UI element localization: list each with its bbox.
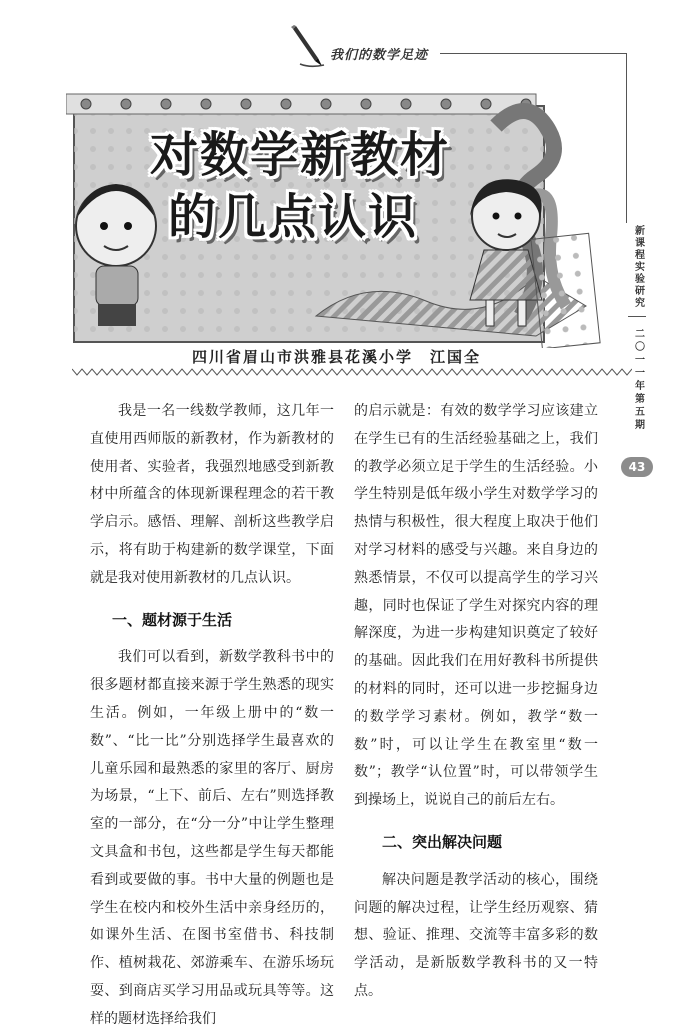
left-column bbox=[90, 398, 334, 1034]
right-column bbox=[354, 398, 598, 1006]
issue-label: 二〇一一年第五期 bbox=[635, 329, 645, 431]
zigzag-divider bbox=[72, 366, 632, 380]
pen-icon bbox=[288, 24, 328, 68]
journal-name: 新课程实验研究 bbox=[635, 226, 645, 309]
article-title-line-2: 的几点认识 bbox=[168, 189, 419, 245]
paragraph-1-continued: 的启示就是：有效的数学学习应该建立在学生已有的生活经验基础之上，我们的教学必须立足于学生的生活经验。小学生特别是低年级小学生对数学学习的热情与积极性，很大程度上取决于他们对学习材料的感受与兴趣。来自身边的熟悉情景，不仅可以提高学生的学习兴趣，同时也保证了学生对探究内容的理解深度，为进一步构建知识奠定了较好的基础。因此我们在用好教科书所提供的材料的同时，还可以进一步挖掘身边的数学学习素材。例如，教学“数一数”时，可以让学生在教室里“数一数”；教学“认位置”时，可以带领学生到操场上，说说自己的前后左右。 bbox=[354, 403, 598, 809]
section-title: 我们的数学足迹 bbox=[330, 48, 429, 63]
intro-paragraph: 我是一名一线数学教师，这几年一直使用西师版的新教材，作为新教材的使用者、实验者，我强烈地感受到新教材中所蕴含的体现新课程理念的若干教学启示。感悟、理解、剖析这些教学启示，将有助于构建新的数学课堂，下面就是我对使用新教材的几点认识。 bbox=[90, 403, 334, 586]
paragraph-2: 解决问题是教学活动的核心，围绕问题的解决过程，让学生经历观察、猜想、验证、推理、交流等丰富多彩的数学活动，是新版数学教科书的又一特点。 bbox=[354, 871, 598, 999]
article-title-line-1: 对数学新教材 bbox=[150, 127, 451, 183]
header-divider bbox=[440, 53, 626, 54]
page-number-badge: 43 bbox=[621, 457, 653, 477]
author-line: 四川省眉山市洪雅县花溪小学 江国全 bbox=[192, 348, 482, 366]
side-divider bbox=[628, 316, 646, 317]
section-heading-1: 一、题材源于生活 bbox=[112, 610, 233, 629]
header-vertical-divider bbox=[626, 53, 627, 223]
section-heading-2: 二、突出解决问题 bbox=[382, 832, 503, 851]
paragraph-1: 我们可以看到，新数学教科书中的很多题材都直接来源于学生熟悉的现实生活。例如，一年级上册中的“数一数”、“比一比”分别选择学生最喜欢的儿童乐园和最熟悉的家里的客厅、厨房为场景，“上下、前后、左右”则选择教室的一部分，在“分一分”中让学生整理文具盒和书包，这些都是学生每天都能看到或要做的事。书中大量的例题也是学生在校内和校外生活中亲身经历的，如课外生活、在图书室借书、科技制作、植树栽花、郊游乘车、在游乐场玩耍、到商店买学习用品或玩具等等。这样的题材选择给我们 bbox=[90, 649, 334, 1027]
